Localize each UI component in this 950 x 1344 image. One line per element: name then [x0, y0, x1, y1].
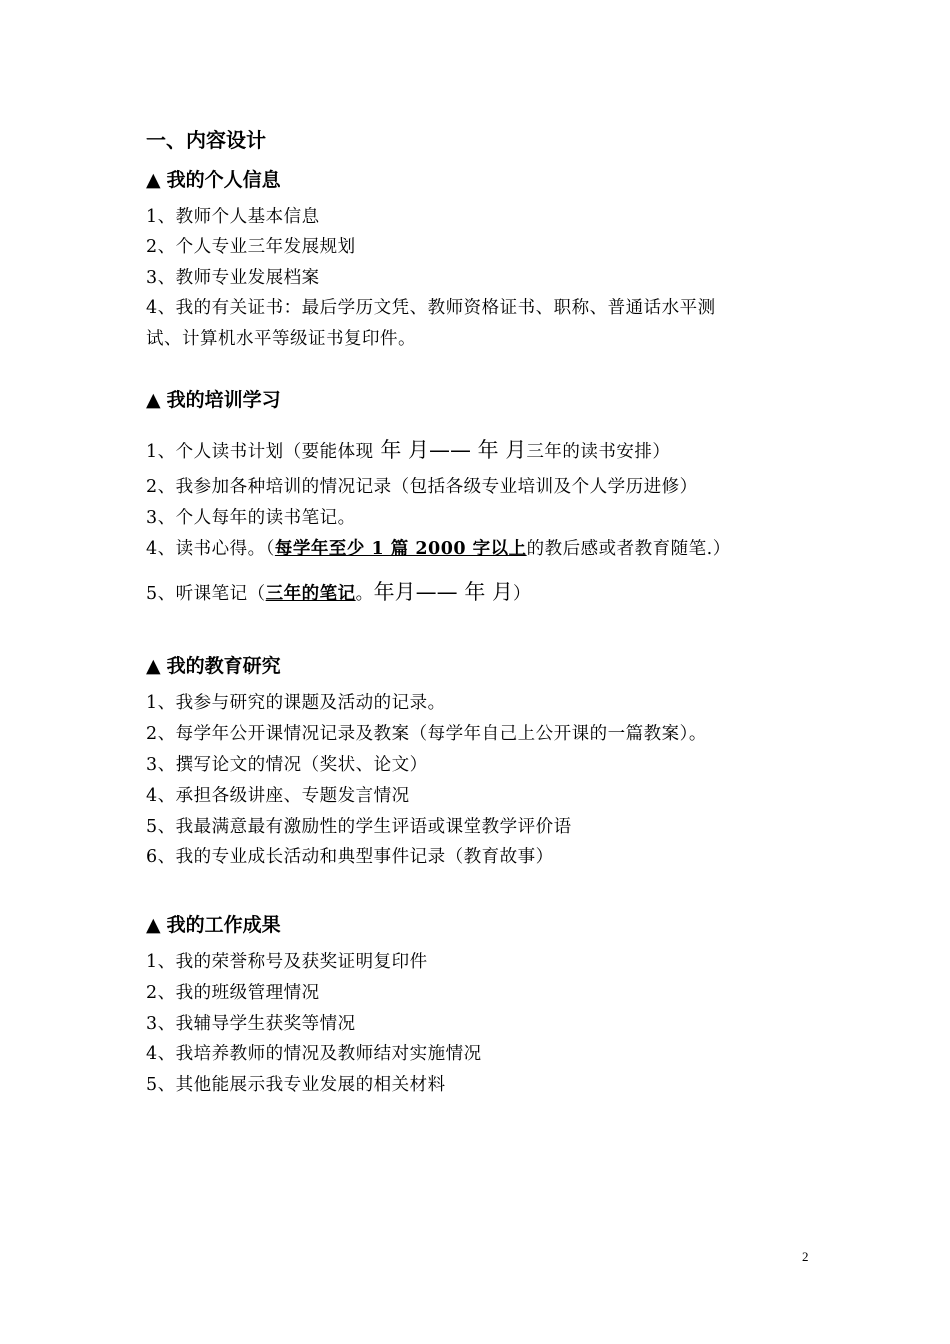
underlined-requirement: 每学年至少 1 篇 2000 字以上 — [274, 539, 527, 559]
list-item: 5、其他能展示我专业发展的相关材料 — [146, 1075, 446, 1095]
list-item: 3、教师专业发展档案 — [146, 268, 320, 288]
list-item: 6、我的专业成长活动和典型事件记录（教育故事） — [146, 847, 554, 867]
triangle-icon: ▲ — [146, 389, 161, 411]
section-title-text: 我的培训学习 — [166, 389, 281, 411]
list-item: 4、我培养教师的情况及教师结对实施情况 — [146, 1044, 482, 1064]
list-item: 3、我辅导学生获奖等情况 — [146, 1014, 356, 1034]
document-heading: 一、内容设计 — [146, 128, 266, 152]
date-range-placeholder: 年月—— 年 月 — [373, 580, 513, 604]
section-title-achievements — [146, 910, 281, 937]
item-text: 三年的读书安排） — [526, 442, 671, 462]
list-item: 2、我参加各种培训的情况记录（包括各级专业培训及个人学历进修） — [146, 477, 698, 497]
list-item: 4、我的有关证书：最后学历文凭、教师资格证书、职称、普通话水平测 — [146, 298, 716, 318]
list-item: 2、每学年公开课情况记录及教案（每学年自己上公开课的一篇教案）。 — [146, 724, 707, 744]
section-title-personal-info — [146, 165, 281, 192]
section-title-text: 我的教育研究 — [166, 655, 281, 677]
section-title-research — [146, 651, 281, 678]
item-text: 。 — [355, 584, 374, 604]
list-item: 1、我的荣誉称号及获奖证明复印件 — [146, 952, 428, 972]
list-item: 4、承担各级讲座、专题发言情况 — [146, 786, 410, 806]
list-item: 3、撰写论文的情况（奖状、论文） — [146, 755, 428, 775]
date-range-placeholder: 年 月—— 年 月 — [373, 438, 527, 462]
item-text: 的教后感或者教育随笔.） — [526, 539, 731, 559]
item-text: 1、个人读书计划（要能体现 — [146, 442, 374, 462]
triangle-icon: ▲ — [146, 914, 161, 936]
list-item — [146, 576, 531, 606]
item-text: ） — [513, 584, 531, 604]
list-item: 1、教师个人基本信息 — [146, 207, 320, 227]
page-number: 2 — [802, 1249, 809, 1264]
list-item: 5、我最满意最有激励性的学生评语或课堂教学评价语 — [146, 817, 572, 837]
item-text: 5、听课笔记（ — [146, 584, 266, 604]
list-item — [146, 535, 731, 560]
list-item: 3、个人每年的读书笔记。 — [146, 508, 356, 528]
triangle-icon: ▲ — [146, 655, 161, 677]
triangle-icon: ▲ — [146, 169, 161, 191]
section-title-text: 我的个人信息 — [166, 169, 281, 191]
list-item-continued: 试、计算机水平等级证书复印件。 — [146, 329, 416, 349]
list-item: 2、个人专业三年发展规划 — [146, 237, 356, 257]
list-item — [146, 434, 670, 464]
section-title-text: 我的工作成果 — [166, 914, 281, 936]
list-item: 1、我参与研究的课题及活动的记录。 — [146, 693, 446, 713]
section-title-training — [146, 385, 281, 412]
item-text: 4、读书心得。（ — [146, 539, 275, 559]
underlined-requirement: 三年的笔记 — [265, 584, 356, 604]
list-item: 2、我的班级管理情况 — [146, 983, 320, 1003]
